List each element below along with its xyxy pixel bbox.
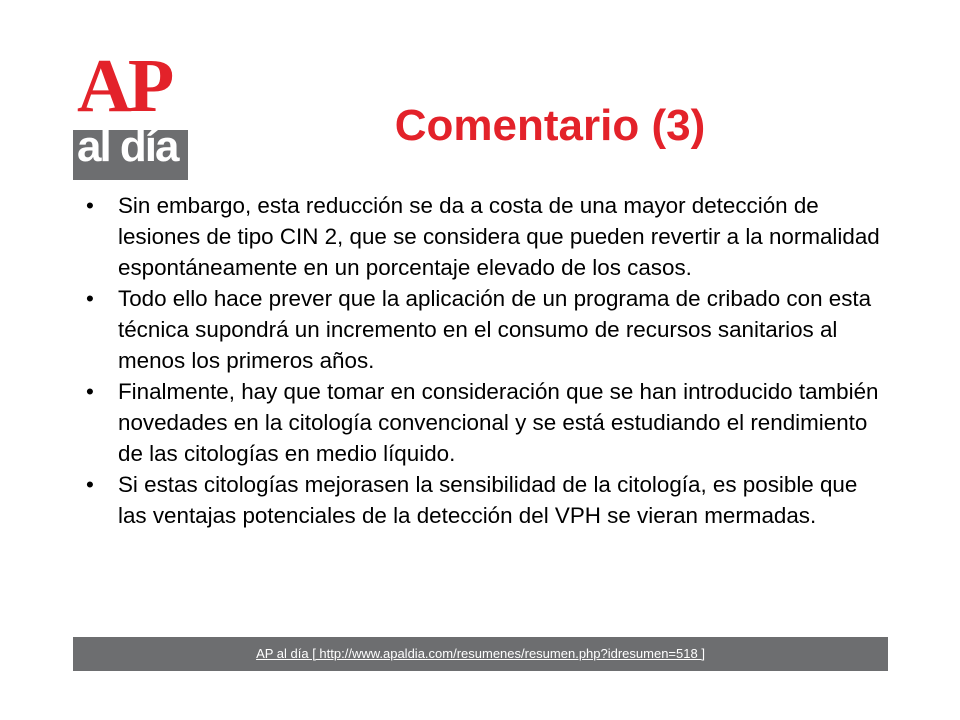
bullet-text: Todo ello hace prever que la aplicación de un programa de cribado con esta técnica supondrá un incremento en el consumo de recursos sanitarios al menos los primeros años. bbox=[118, 286, 872, 373]
bullet-marker: • bbox=[86, 286, 94, 311]
slide-title: Comentario (3) bbox=[394, 101, 706, 150]
logo-aldia-text: al día bbox=[77, 122, 178, 171]
bullet-marker: • bbox=[86, 193, 94, 218]
bullet-item-2 bbox=[82, 283, 892, 376]
logo-ap-text: AP bbox=[77, 44, 171, 128]
ap-al-dia-logo bbox=[73, 44, 188, 180]
bullet-text: Sin embargo, esta reducción se da a costa de una mayor detección de lesiones de tipo CIN 2, que se considera que pueden revertir a la normalidad espontáneamente en un porcentaje elevado de los casos. bbox=[118, 193, 880, 280]
bullet-item-3 bbox=[82, 376, 892, 469]
bullet-item-4 bbox=[82, 469, 892, 531]
bullet-text: Finalmente, hay que tomar en consideración que se han introducido también novedades en la citología convencional y se está estudiando el rendimiento de las citologías en medio líquido. bbox=[118, 379, 879, 466]
footer-bar bbox=[73, 637, 888, 671]
bullet-list bbox=[82, 190, 892, 531]
bullet-marker: • bbox=[86, 472, 94, 497]
bullet-item-1 bbox=[82, 190, 892, 283]
bullet-marker: • bbox=[86, 379, 94, 404]
footer-link[interactable]: AP al día [ http://www.apaldia.com/resumenes/resumen.php?idresumen=518 ] bbox=[256, 646, 705, 661]
bullet-text: Si estas citologías mejorasen la sensibilidad de la citología, es posible que las ventajas potenciales de la detección del VPH se vieran mermadas. bbox=[118, 472, 858, 528]
